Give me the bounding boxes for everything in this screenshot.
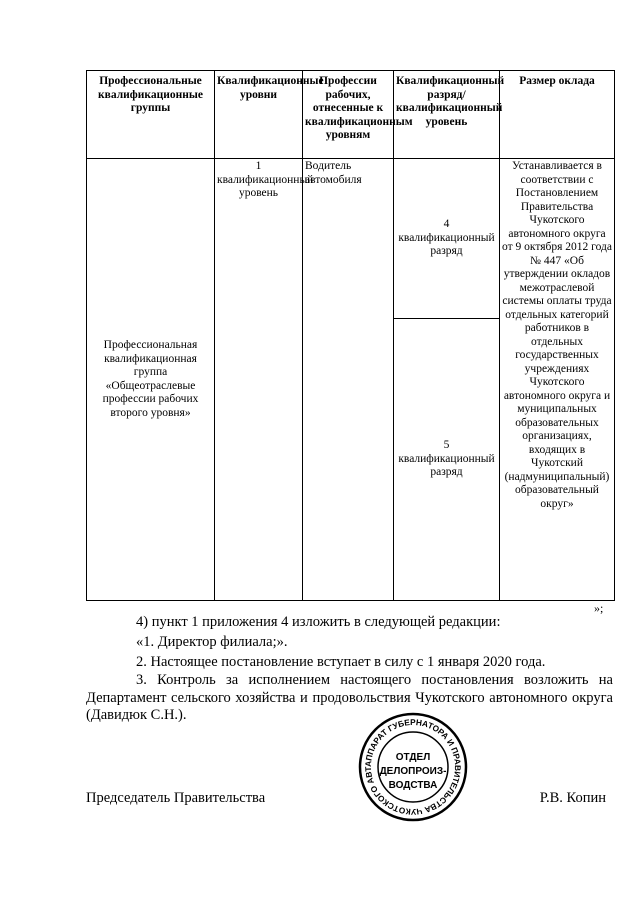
table-row xyxy=(87,159,615,319)
header-grade: Квалификационный разряд/квалификационный уровень xyxy=(394,71,500,159)
stamp-line-3: ВОДСТВА xyxy=(388,780,438,791)
profession-cell: Водитель автомобиля xyxy=(303,159,394,601)
table-closing-mark: »; xyxy=(594,601,604,615)
office-stamp xyxy=(358,712,468,827)
header-groups: Профессиональные квалификационные группы xyxy=(87,71,215,159)
stamp-seal-icon xyxy=(358,712,468,822)
signature-position: Председатель Правительства xyxy=(86,790,266,806)
header-professions: Профессии рабочих, отнесенные к квалификационным уровням xyxy=(303,71,394,159)
qualification-table xyxy=(86,70,615,601)
grade-cell-4: 4 квалификационный разряд xyxy=(394,159,500,319)
header-levels: Квалификационные уровни xyxy=(215,71,303,159)
stamp-line-1: ОТДЕЛ xyxy=(395,752,431,763)
stamp-ring-text: АППАРАТ ГУБЕРНАТОРА И ПРАВИТЕЛЬСТВА ЧУКОТСКОГО АВТ xyxy=(362,716,464,818)
paragraph-quote: «1. Директор филиала;». xyxy=(136,634,288,650)
group-cell: Профессиональная квалификационная группа «Общеотраслевые профессии рабочих второго уровня» xyxy=(87,159,215,601)
paragraph-3: 3. Контроль за исполнением настоящего постановления возложить на Департамент сельского хозяйства и продовольствия Чукотского автономного округа (Давидюк С.Н.). xyxy=(86,672,613,723)
paragraph-2: 2. Настоящее постановление вступает в силу с 1 января 2020 года. xyxy=(136,654,546,670)
header-salary: Размер оклада xyxy=(500,71,615,159)
stamp-line-2: ДЕЛОПРОИЗ- xyxy=(379,766,447,777)
signature-name: Р.В. Копин xyxy=(539,790,606,806)
paragraph-item-4: 4) пункт 1 приложения 4 изложить в следующей редакции: xyxy=(136,614,501,630)
table-header-row xyxy=(87,71,615,159)
grade-cell-5: 5 квалификационный разряд xyxy=(394,319,500,601)
salary-cell: Устанавливается в соответствии с Постановлением Правительства Чукотского автономного округа от 9 октября 2012 года № 447 «Об утверждении окладов межотраслевой системы оплаты труда отдельных категорий работников в отдельных государственных учреждениях Чукотского автономного округа и муниципальных образовательных организациях, входящих в Чукотский (надмуниципальный) образовательный округ» xyxy=(500,159,615,601)
level-cell: 1 квалификационный уровень xyxy=(215,159,303,601)
